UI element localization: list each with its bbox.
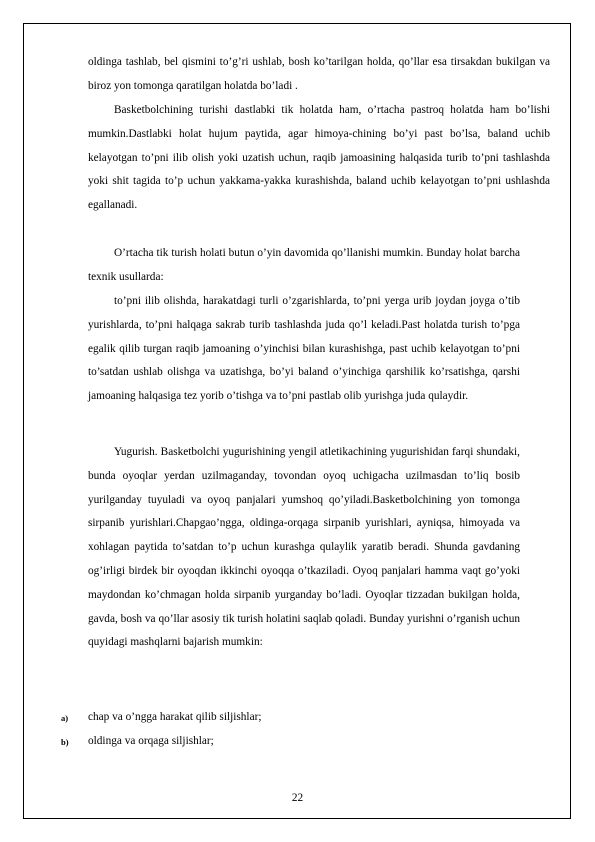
page-number: 22	[291, 792, 304, 804]
paragraph-2: Basketbolchining turishi dastlabki tik holatda ham, o’rtacha pastroq holatda ham bo’lishi mumkin.Dastlabki holat hujum paytida, agar himoya-chining bo’yi past bo’lsa, baland uchib kelayotgan to’pni ilib olish yoki uzatish uchun, raqib jamoasining halqasida turib to’pni tashlashda yoki shit tagida to’p uchun yakkama-yakka kurashishda, baland uchib kelayotgan to’pni ushlashda egallanadi.	[88, 104, 550, 212]
list-marker: b)	[61, 737, 69, 747]
paragraph-4: to’pni ilib olishda, harakatdagi turli o’zgarishlarda, to’pni yerga urib joydan joyga o’tib yurishlarda, to’pni halqaga sakrab turib tashlashda juda qo’l keladi.Past holatda turish to’pga egalik qilib turgan raqib jamoaning o’yinchisi bilan kurashishga, past uchib kelayotgan to’pni to’satdan ushlab olishga va uzatishga, bo’yi baland o’yinchiga qarshilik ko’rsatishga, qarshi jamoaning halqasiga tez yorib o’tishga va to’pni pastlab olib yurishga juda qulaydir.	[88, 295, 520, 403]
paragraph-1: oldinga tashlab, bel qismini to’g’ri ushlab, bosh ko’tarilgan holda, qo’llar esa tirsakdan bukilgan va biroz yon tomonga qaratilgan holatda bo’ladi .	[88, 56, 550, 92]
paragraph-3: O’rtacha tik turish holati butun o’yin davomida qo’llanishi mumkin. Bunday holat barcha texnik usullarda:	[88, 247, 520, 283]
list-item: oldinga va orqaga siljishlar;	[88, 735, 214, 747]
list-marker: a)	[61, 713, 69, 723]
paragraph-5: Yugurish. Basketbolchi yugurishining yengil atletikachining yugurishidan farqi shundaki, bunda oyoqlar yerdan uzilmaganday, tovondan oyoq uchigacha uzilmasdan to’liq bosib yurilganday tuyuladi va oyoq panjalari yumshoq qo’yiladi.Basketbolchining yon tomonga sirpanib yurishlari.Chapgao’ngga, oldinga-orqaga sirpanib yurishlari, ayniqsa, himoyada va xohlagan paytida to’satdan to’p uchun kurashga qulaylik yaratib beradi. Shunda gavdaning og’irligi birdek bir oyoqdan ikkinchi oyoqqa o’tkaziladi. Oyoq panjalari hamma vaqt go’yoki maydondan ko’chmagan holda sirpanib yurganday bo’ladi. Oyoqlar tizzadan bukilgan holda, gavda, bosh va qo’llar asosiy tik turish holatini saqlab qoladi. Bunday yurishni o’rganish uchun quyidagi mashqlarni bajarish mumkin:	[88, 446, 520, 649]
list-item: chap va o’ngga harakat qilib siljishlar;	[88, 711, 262, 723]
